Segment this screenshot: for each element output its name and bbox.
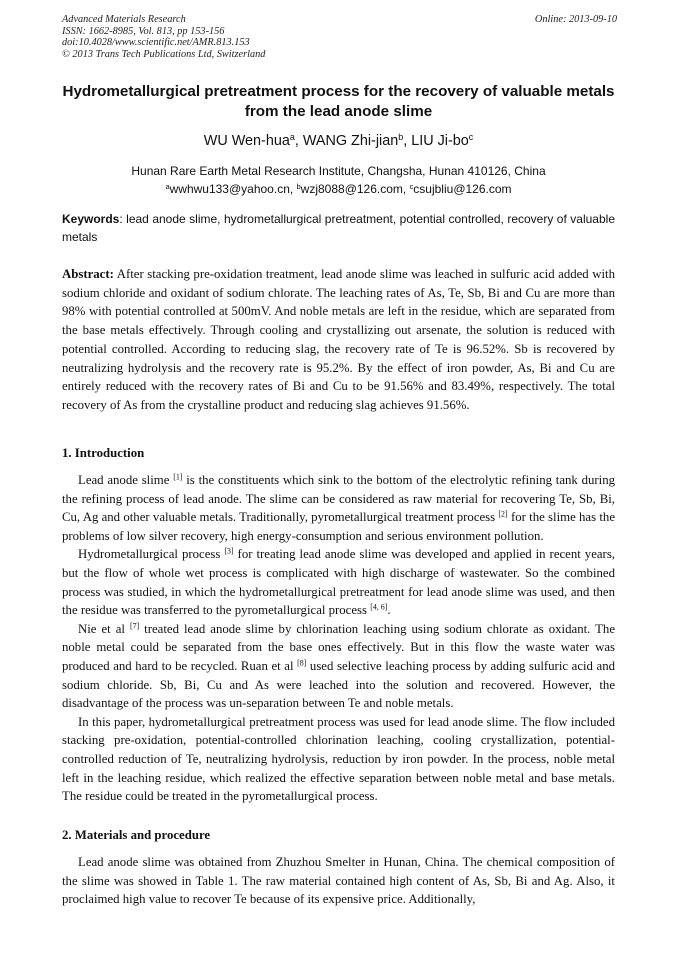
keywords-text: : lead anode slime, hydrometallurgical pretreatment, potential controlled, recovery of valuable metals (62, 212, 615, 244)
email: csujbliu@126.com (413, 182, 512, 196)
paper-title: Hydrometallurgical pretreatment process for the recovery of valuable metals from the lead anode slime (62, 83, 615, 120)
author-name: LIU Ji-bo (411, 133, 469, 149)
abstract-text: After stacking pre-oxidation treatment, lead anode slime was leached in sulfuric acid added with sodium chloride and oxidant of sodium chlorate. The leaching rates of As, Te, Sb, Bi and Cu are more than 98% with potential controlled at 500mV. And noble metals are left in the residue, which are separated from the base metals effectively. Through cooling and crystallizing out arsenate, the solution is reduced with potential controlled. According to reducing slag, the recovery rate of Te is 96.52%. Sb is recovered by neutralizing hydrolysis and the recovery rate is 95.2%. By the effect of iron powder, As, Bi and Cu are entirely reduced with the recovery rates of Bi and Cu to be 91.56% and 83.49%, respectively. The total recovery of As from the crystalline product and reducing slag achieves 91.56%. (62, 267, 615, 412)
citation: [2] (498, 509, 508, 519)
affiliation-block (62, 162, 615, 198)
paragraph: In this paper, hydrometallurgical pretreatment process was used for lead anode slime. The flow included stacking pre-oxidation, potential-controlled chlorination leaching, cooling crystallization, potential-controlled reduction of Te, neutralizing hydrolysis, reduction by iron powder. In the process, noble metal left in the leaching residue, which realized the effective separation between noble metal and base metals. The residue could be treated in the pyrometallurgical process. (62, 714, 615, 804)
text-run: . (387, 603, 391, 618)
text-run: Lead anode slime (78, 473, 174, 487)
author-list (62, 132, 615, 150)
text-run: used selective leaching process by adding sulfuric acid and sodium chloride. Sb, Bi, Cu and As were leached into the solution and recovered. However, the disadvantage of the process was un-separation between Te and noble metals. (62, 658, 616, 711)
abstract-block (62, 265, 615, 415)
author-affil-mark: b (398, 132, 404, 143)
citation: [4, 6] (370, 602, 388, 612)
author-name: WU Wen-hua (203, 133, 290, 149)
email-mark: c (409, 181, 414, 191)
citation: [8] (297, 658, 307, 668)
journal-header (62, 14, 617, 60)
email-mark: b (296, 181, 301, 191)
text-run: Hydrometallurgical process (78, 547, 225, 562)
section-heading-introduction: 1. Introduction (62, 446, 145, 460)
online-date: Online: 2013-09-10 (534, 14, 617, 25)
author-name: WANG Zhi-jian (302, 133, 399, 149)
author-affil-mark: a (289, 132, 295, 143)
author-separator: , (294, 133, 303, 149)
email-line (62, 180, 615, 198)
author-affil-mark: c (468, 132, 474, 143)
materials-body (62, 853, 615, 909)
keywords-label: Keywords (62, 212, 120, 226)
text-run: is the constituents which sink to the bottom of the electrolytic refining tank during the refining process of lead anode. The slime can be considered as raw material for recovering Te, Sb, Bi, Cu, Ag and other valuable metals. Traditionally, pyrometallurgical treatment process (62, 473, 615, 525)
paragraph (62, 620, 615, 713)
paragraph (62, 545, 615, 619)
email: wzj8088@126.com, (300, 182, 410, 196)
affiliation: Hunan Rare Earth Metal Research Institute, Changsha, Hunan 410126, China (131, 164, 546, 178)
introduction-body (62, 471, 615, 806)
section-heading-materials: 2. Materials and procedure (62, 828, 211, 842)
email-mark: a (165, 181, 170, 191)
journal-name: Advanced Materials Research (62, 14, 186, 25)
text-run: Nie et al (78, 621, 130, 636)
paragraph: Lead anode slime was obtained from Zhuzhou Smelter in Hunan, China. The chemical composition of the slime was showed in Table 1. The raw material contained high content of As, Sb, Bi and Ag. Also, it proclaimed high value to recover Te because of its expensive price. Additionally, (62, 855, 615, 907)
citation: [3] (224, 547, 234, 557)
abstract-label: Abstract: (62, 267, 114, 281)
citation: [7] (129, 621, 140, 631)
doi-line: doi:10.4028/www.scientific.net/AMR.813.153 (62, 37, 250, 49)
paragraph (62, 471, 615, 545)
keywords-block (62, 211, 615, 246)
citation: [1] (173, 472, 183, 482)
issn-line: ISSN: 1662-8985, Vol. 813, pp 153-156 (62, 25, 225, 37)
text-run: for the slime has the problems of low silver recovery, high energy-consumption and serious environment pollution. (62, 510, 615, 543)
text-run: treated lead anode slime by chlorination leaching using sodium chlorate as oxidant. The noble metal could be separated from the base ones effectively. But in this flow the waste water was produced and hard to be recycled. Ruan et al (62, 621, 615, 673)
copyright-line: © 2013 Trans Tech Publications Ltd, Switzerland (62, 48, 266, 60)
author-separator: , (403, 133, 412, 149)
email: wwhwu133@yahoo.cn, (169, 182, 297, 196)
text-run: for treating lead anode slime was developed and applied in recent years, but the flow of whole wet process is complicated with high discharge of wastewater. So the combined process was studied, in which the hydrometallurgical pretreatment for lead anode slime was used, and then the residue was transferred to the pyrometallurgical process (62, 547, 615, 618)
